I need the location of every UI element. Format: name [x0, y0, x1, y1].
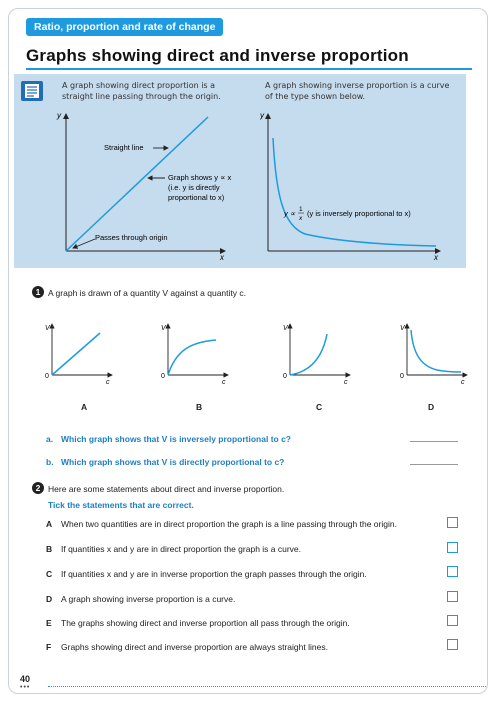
statement-e-letter: E: [46, 618, 52, 628]
graph-d-letter: D: [428, 402, 435, 412]
graph-c-curve: [290, 334, 327, 375]
question-2-number: 2: [32, 482, 44, 494]
inverse-proportion-text: A graph showing inverse proportion is a curve of the type shown below.: [265, 81, 450, 101]
graph-b-y-label: V: [161, 325, 166, 332]
inverse-label-prefix: y ∝: [284, 209, 296, 218]
statement-b-text: If quantities x and y are in direct proportion the graph is a curve.: [61, 544, 302, 554]
graph-c-x-label: c: [344, 379, 348, 386]
graph-a-x-label: c: [106, 379, 110, 386]
graph-shows-label: Graph shows y ∝ x: [168, 173, 232, 182]
y-axis-label: y: [260, 111, 264, 120]
graph-d-x-label: c: [461, 379, 465, 386]
statement-c-text: If quantities x and y are in inverse proportion the graph passes through the origin.: [61, 569, 367, 579]
statement-b-checkbox[interactable]: [447, 542, 458, 553]
statement-a-letter: A: [46, 519, 53, 529]
inverse-proportion-graph: [260, 108, 450, 263]
statement-d-text: A graph showing inverse proportion is a curve.: [61, 594, 236, 604]
graph-a-y-label: V: [45, 325, 50, 332]
graph-shows-label-2: (i.e. y is directly: [168, 183, 220, 192]
origin-label: Passes through origin: [95, 233, 168, 242]
q1-part-a-label: a.: [46, 434, 54, 444]
straight-line-label: Straight line: [104, 143, 144, 152]
graph-c-y-label: V: [283, 325, 288, 332]
graph-b-letter: B: [196, 402, 203, 412]
statement-e-checkbox[interactable]: [447, 615, 458, 626]
statement-b-letter: B: [46, 544, 53, 554]
statement-f-checkbox[interactable]: [447, 639, 458, 650]
page-number: 40: [20, 674, 31, 684]
inverse-label-denominator: x: [299, 215, 303, 222]
graph-b: [156, 320, 231, 386]
y-axis-label: y: [57, 111, 61, 120]
question-1-prompt: A graph is drawn of a quantity V against a quantity c.: [48, 288, 246, 298]
footer-rule: [48, 686, 486, 687]
statement-a-text: When two quantities are in direct proportion the graph is a line passing through the origin.: [61, 519, 397, 529]
statement-c-checkbox[interactable]: [447, 566, 458, 577]
graph-b-curve: [168, 340, 216, 375]
question-1-number: 1: [32, 286, 44, 298]
graph-a-letter: A: [81, 402, 88, 412]
graph-d: [395, 320, 470, 386]
statement-e-text: The graphs showing direct and inverse proportion all pass through the origin.: [61, 618, 350, 628]
statement-a-checkbox[interactable]: [447, 517, 458, 528]
graph-c-letter: C: [316, 402, 323, 412]
q1-part-a-text: Which graph shows that V is inversely proportional to c?: [61, 434, 292, 444]
inverse-label-numerator: 1: [299, 206, 303, 213]
x-axis-label: x: [434, 253, 438, 262]
q1-part-b-label: b.: [46, 457, 54, 467]
q1-part-b-answer-line[interactable]: [410, 464, 458, 465]
graph-d-curve: [411, 330, 461, 372]
inverse-label-suffix: (y is inversely proportional to x): [307, 209, 411, 218]
page-dots: •••: [20, 684, 31, 691]
graph-b-origin: 0: [161, 373, 165, 380]
direct-proportion-text: A graph showing direct proportion is a straight line passing through the origin.: [62, 81, 221, 101]
graph-a-line: [52, 333, 100, 375]
inverse-curve: [273, 138, 436, 246]
title-rule: [26, 68, 472, 70]
direct-proportion-graph: [55, 108, 255, 263]
graph-b-x-label: c: [222, 379, 226, 386]
statement-f-letter: F: [46, 642, 52, 652]
statement-c-letter: C: [46, 569, 53, 579]
graph-a-origin: 0: [45, 373, 49, 380]
graph-d-origin: 0: [400, 373, 404, 380]
graph-c-origin: 0: [283, 373, 287, 380]
statement-d-checkbox[interactable]: [447, 591, 458, 602]
q1-part-a-answer-line[interactable]: [410, 441, 458, 442]
q1-part-b-text: Which graph shows that V is directly proportional to c?: [61, 457, 285, 467]
graph-c: [278, 320, 353, 386]
question-2-prompt: Here are some statements about direct and inverse proportion.: [48, 484, 285, 494]
graph-a: [40, 320, 115, 386]
graph-shows-label-3: proportional to x): [168, 193, 225, 202]
notes-icon: [20, 80, 44, 102]
topic-tag: Ratio, proportion and rate of change: [26, 18, 223, 36]
graph-d-y-label: V: [400, 325, 405, 332]
statement-d-letter: D: [46, 594, 53, 604]
page-title: Graphs showing direct and inverse proportion: [26, 46, 409, 65]
x-axis-label: x: [220, 253, 224, 262]
statement-f-text: Graphs showing direct and inverse proportion are always straight lines.: [61, 642, 328, 652]
question-2-instruction: Tick the statements that are correct.: [48, 500, 194, 510]
